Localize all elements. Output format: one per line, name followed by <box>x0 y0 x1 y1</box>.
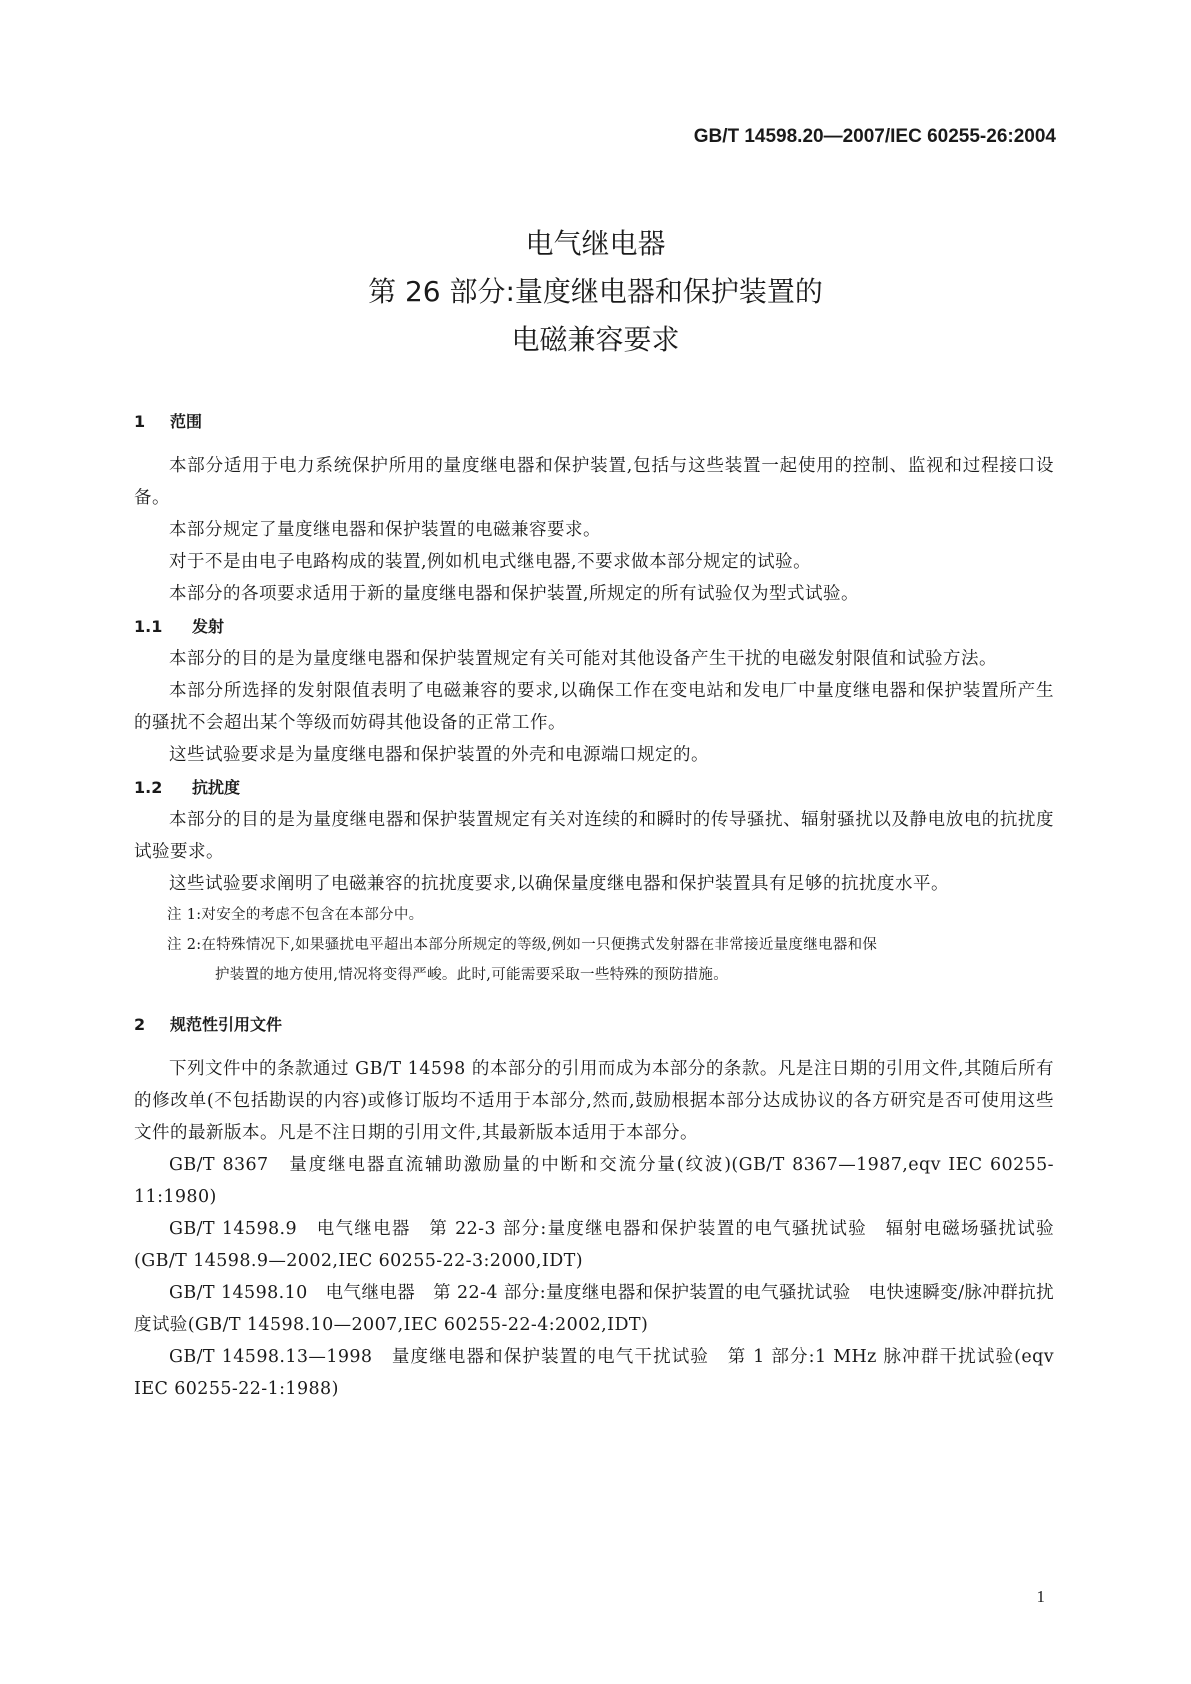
reference-item: GB/T 14598.13—1998 量度继电器和保护装置的电气干扰试验 第 1 部分:1 MHz 脉冲群干扰试验(eqv IEC 60255-22-1:1988) <box>134 1347 1054 1399</box>
scope-paragraph-4: 本部分的各项要求适用于新的量度继电器和保护装置,所规定的所有试验仅为型式试验。 <box>169 584 860 604</box>
section-title: 规范性引用文件 <box>170 1015 283 1034</box>
note-1: 注 1:对安全的考虑不包含在本部分中。 <box>167 907 424 923</box>
note-2-line-1: 注 2:在特殊情况下,如果骚扰电平超出本部分所规定的等级,例如一只便携式发射器在非常接近量度继电器和保 <box>167 937 878 953</box>
scope-paragraph-3: 对于不是由电子电路构成的装置,例如机电式继电器,不要求做本部分规定的试验。 <box>169 552 812 572</box>
title-line-1: 电气继电器 <box>525 227 666 260</box>
note-2-line-2: 护装置的地方使用,情况将变得严峻。此时,可能需要采取一些特殊的预防措施。 <box>215 967 729 983</box>
page-number: 1 <box>1036 1587 1045 1606</box>
title-line-2: 第 26 部分:量度继电器和保护装置的 <box>368 275 823 308</box>
section-number: 1 <box>134 412 146 431</box>
emission-paragraph-2: 本部分所选择的发射限值表明了电磁兼容的要求,以确保工作在变电站和发电厂中量度继电器和保护装置所产生的骚扰不会超出某个等级而妨碍其他设备的正常工作。 <box>134 681 1054 733</box>
section-1-2-heading <box>134 771 1054 804</box>
section-title: 抗扰度 <box>192 778 241 797</box>
reference-item: GB/T 8367 量度继电器直流辅助激励量的中断和交流分量(纹波)(GB/T 8367—1987,eqv IEC 60255-11:1980) <box>134 1155 1054 1207</box>
section-1-heading <box>134 405 1054 438</box>
references-intro: 下列文件中的条款通过 GB/T 14598 的本部分的引用而成为本部分的条款。凡是注日期的引用文件,其随后所有的修改单(不包括勘误的内容)或修订版均不适用于本部分,然而,鼓励根据本部分达成协议的各方研究是否可使用这些文件的最新版本。凡是不注日期的引用文件,其最新版本适用于本部分。 <box>134 1059 1054 1143</box>
emission-paragraph-3: 这些试验要求是为量度继电器和保护装置的外壳和电源端口规定的。 <box>169 745 709 765</box>
document-body <box>134 405 1054 1405</box>
title-line-3: 电磁兼容要求 <box>511 323 680 356</box>
section-number: 1.2 <box>134 778 163 797</box>
note-2 <box>134 930 1054 990</box>
emission-paragraph-1: 本部分的目的是为量度继电器和保护装置规定有关可能对其他设备产生干扰的电磁发射限值和试验方法。 <box>169 649 997 669</box>
immunity-paragraph-2: 这些试验要求阐明了电磁兼容的抗扰度要求,以确保量度继电器和保护装置具有足够的抗扰度水平。 <box>169 874 950 894</box>
section-title: 范围 <box>170 412 203 431</box>
document-title <box>0 220 1191 364</box>
section-1-1-heading <box>134 610 1054 643</box>
section-number: 2 <box>134 1015 146 1034</box>
immunity-paragraph-1: 本部分的目的是为量度继电器和保护装置规定有关对连续的和瞬时的传导骚扰、辐射骚扰以及静电放电的抗扰度试验要求。 <box>134 810 1054 862</box>
reference-item: GB/T 14598.10 电气继电器 第 22-4 部分:量度继电器和保护装置的电气骚扰试验 电快速瞬变/脉冲群抗扰度试验(GB/T 14598.10—2007,IEC 60255-22-4:2002,IDT) <box>134 1283 1054 1335</box>
scope-paragraph-1: 本部分适用于电力系统保护所用的量度继电器和保护装置,包括与这些装置一起使用的控制、监视和过程接口设备。 <box>134 456 1054 508</box>
section-number: 1.1 <box>134 617 163 636</box>
scope-paragraph-2: 本部分规定了量度继电器和保护装置的电磁兼容要求。 <box>169 520 601 540</box>
section-2-heading <box>134 1008 1054 1041</box>
reference-item: GB/T 14598.9 电气继电器 第 22-3 部分:量度继电器和保护装置的电气骚扰试验 辐射电磁场骚扰试验(GB/T 14598.9—2002,IEC 60255-22-3:2000,IDT) <box>134 1219 1054 1271</box>
standard-code: GB/T 14598.20—2007/IEC 60255-26:2004 <box>693 126 1056 147</box>
section-title: 发射 <box>192 617 225 636</box>
